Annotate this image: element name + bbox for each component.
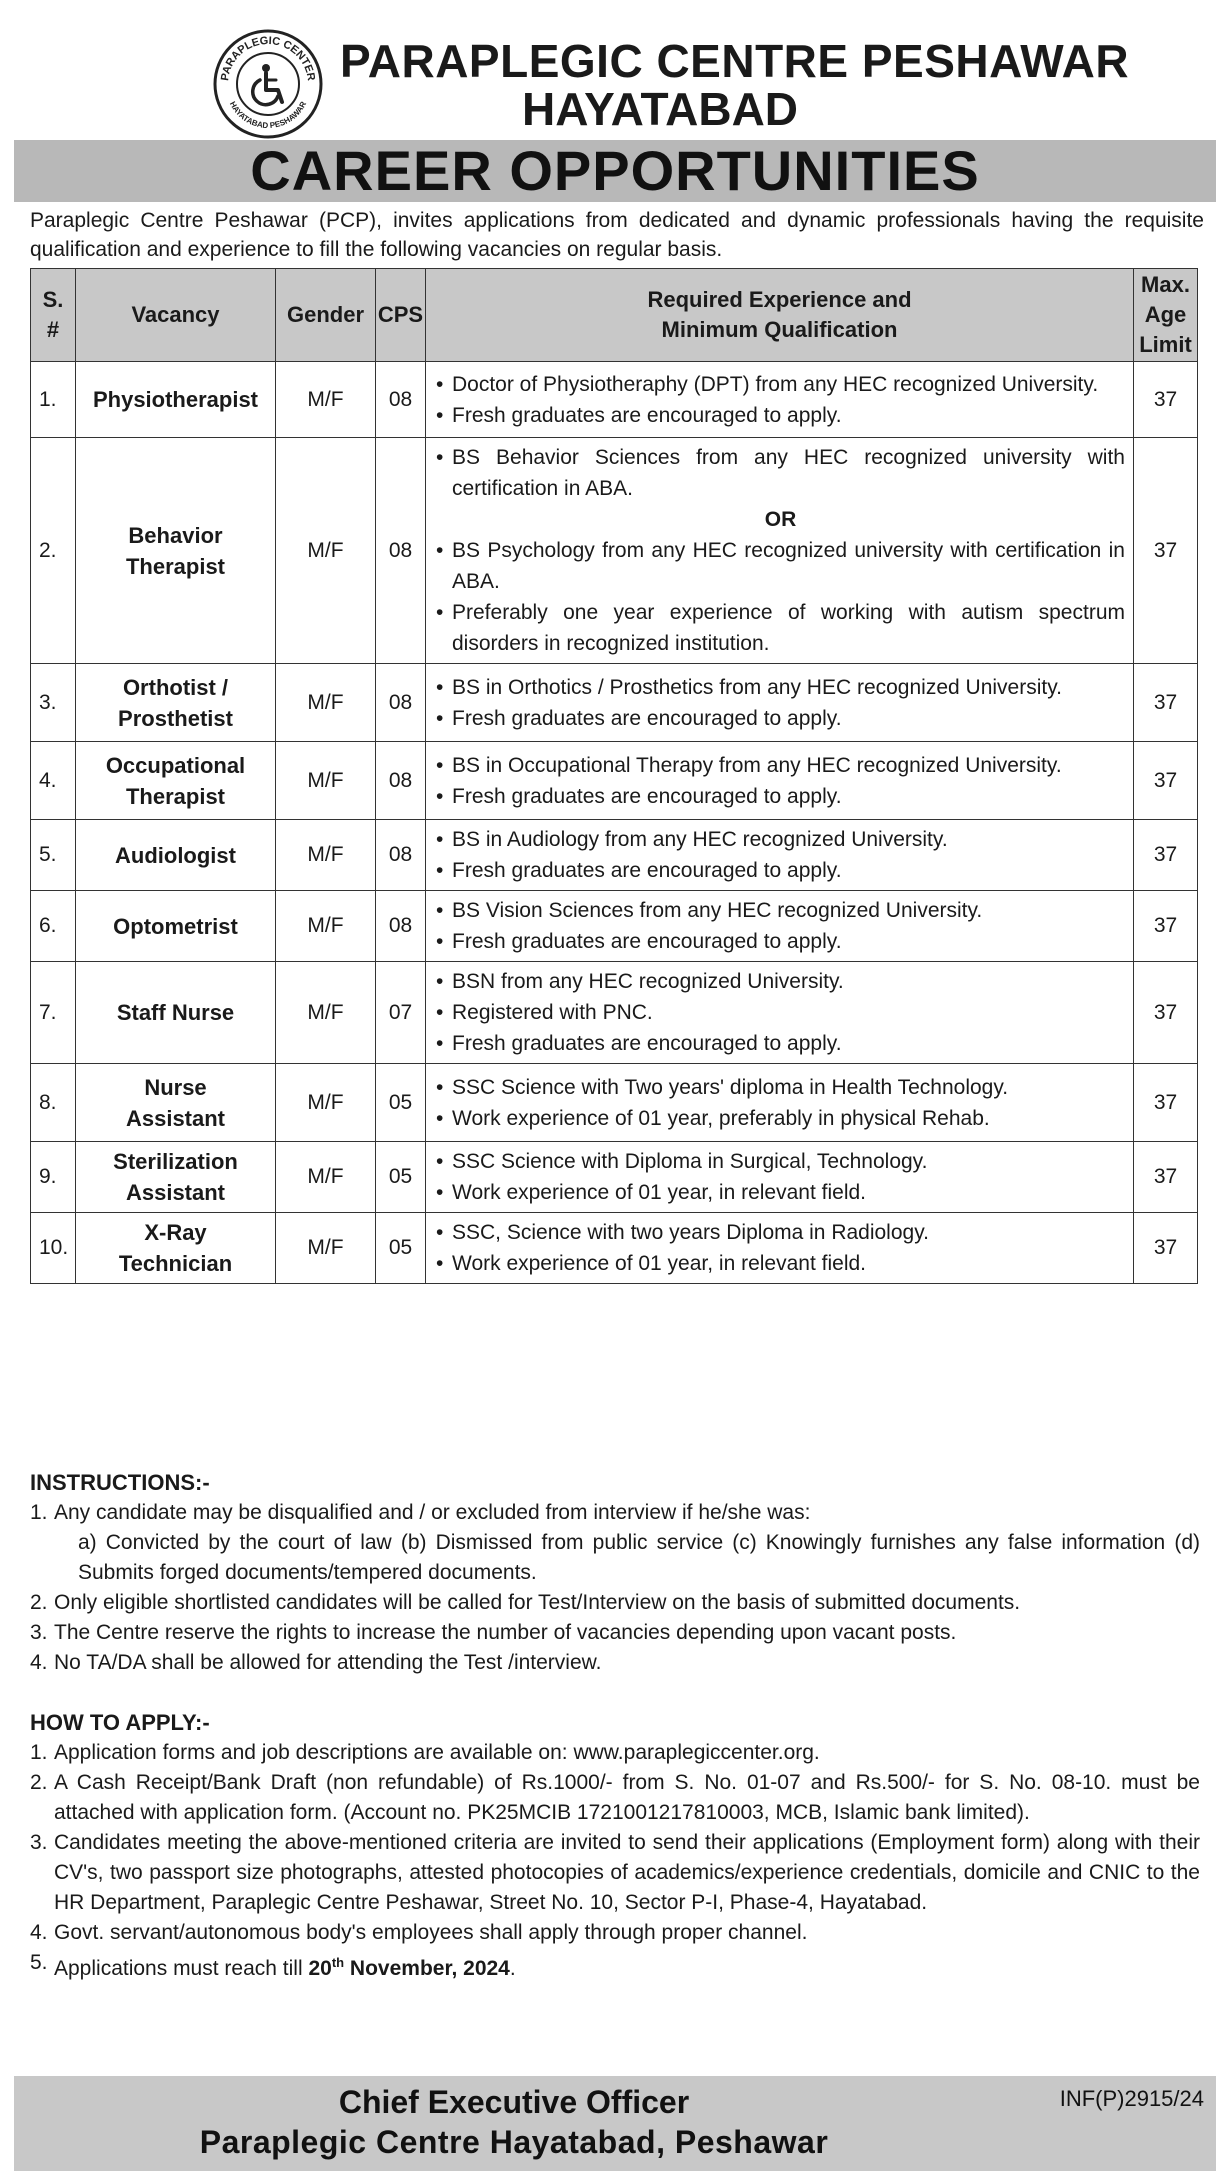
apply-item: 2. A Cash Receipt/Bank Draft (non refundable) of Rs.1000/- from S. No. 01-07 and Rs.500/- for S. No. 08-10. must be attached with application form. (Account no. PK25MCIB 1721001217810003, MCB, Islamic bank limited).	[30, 1771, 1200, 1824]
table-row	[31, 742, 1198, 820]
vacancy-name: Nurse Assistant	[76, 1064, 276, 1142]
requirement-item: • BS in Occupational Therapy from any HEC recognized University.	[436, 753, 1062, 777]
or-separator: OR	[764, 508, 797, 531]
how-to-apply-section	[30, 1708, 1200, 1984]
age-limit-cell: 37	[1134, 820, 1198, 891]
gender-cell: M/F	[276, 820, 376, 891]
serial-number: 1.	[31, 362, 76, 438]
logo-ring-top-text: PARAPLEGIC CENTER	[219, 34, 317, 82]
gender-cell: M/F	[276, 742, 376, 820]
age-limit-cell: 37	[1134, 962, 1198, 1064]
gender-cell: M/F	[276, 1142, 376, 1213]
requirement-item: • SSC Science with Diploma in Surgical, Technology.	[436, 1150, 928, 1173]
table-row	[31, 664, 1198, 742]
header-sn: S. #	[31, 269, 76, 362]
requirements-cell	[426, 1064, 1134, 1142]
how-to-apply-title: HOW TO APPLY:-	[30, 1710, 210, 1735]
age-limit-cell: 37	[1134, 664, 1198, 742]
wheelchair-logo-icon	[212, 28, 324, 140]
requirement-item: • BSN from any HEC recognized University.	[436, 970, 844, 993]
serial-number: 5.	[31, 820, 76, 891]
requirements-cell	[426, 664, 1134, 742]
table-row	[31, 820, 1198, 891]
age-limit-cell: 37	[1134, 1064, 1198, 1142]
instruction-item: 2. Only eligible shortlisted candidates will be called for Test/Interview on the basis of submitted documents.	[30, 1591, 1021, 1614]
requirements-cell	[426, 438, 1134, 664]
vacancy-table-body	[31, 362, 1198, 1284]
header-gender: Gender	[276, 269, 376, 362]
requirement-item: • SSC, Science with two years Diploma in Radiology.	[436, 1221, 929, 1244]
header-vacancy: Vacancy	[76, 269, 276, 362]
cps-cell: 08	[376, 891, 426, 962]
requirements-cell	[426, 891, 1134, 962]
gender-cell: M/F	[276, 1213, 376, 1284]
requirements-cell	[426, 962, 1134, 1064]
table-row	[31, 962, 1198, 1064]
serial-number: 8.	[31, 1064, 76, 1142]
requirement-item: • Work experience of 01 year, in relevant field.	[436, 1252, 867, 1275]
requirements-cell	[426, 742, 1134, 820]
table-row	[31, 362, 1198, 438]
age-limit-cell: 37	[1134, 362, 1198, 438]
vacancy-name: Optometrist	[76, 891, 276, 962]
signatory-title: Chief Executive Officer	[338, 2084, 690, 2120]
gender-cell: M/F	[276, 362, 376, 438]
requirement-item: • Fresh graduates are encouraged to apply.	[436, 784, 842, 808]
cps-cell: 08	[376, 820, 426, 891]
requirement-item: • Fresh graduates are encouraged to apply.	[436, 706, 842, 730]
instructions-title: INSTRUCTIONS:-	[30, 1470, 210, 1495]
requirement-item: • BS Behavior Sciences from any HEC recognized university with certification in ABA.	[436, 446, 1125, 500]
requirements-cell	[426, 362, 1134, 438]
requirement-item: • BS in Audiology from any HEC recognized University.	[436, 828, 948, 851]
apply-deadline-item: 5. Applications must reach till 20th November, 2024.	[30, 1951, 516, 1980]
instruction-item: 4. No TA/DA shall be allowed for attending the Test /interview.	[30, 1651, 602, 1674]
table-header-row	[31, 269, 1198, 362]
age-limit-cell: 37	[1134, 891, 1198, 962]
requirement-item: • Work experience of 01 year, preferably in physical Rehab.	[436, 1106, 990, 1130]
table-row	[31, 891, 1198, 962]
header	[0, 0, 1230, 140]
org-name-line1: PARAPLEGIC CENTRE PESHAWAR	[340, 35, 1130, 87]
logo-ring-bottom-text: HAYATABAD PESHAWAR	[227, 100, 309, 131]
intro-paragraph: Paraplegic Centre Peshawar (PCP), invites applications from dedicated and dynamic professionals having the requisite qualification and experience to fill the following vacancies on regular basis.	[30, 209, 1204, 261]
serial-number: 4.	[31, 742, 76, 820]
apply-item: 1. Application forms and job descriptions are available on: www.paraplegiccenter.org.	[30, 1741, 820, 1764]
age-limit-cell: 37	[1134, 742, 1198, 820]
age-limit-cell: 37	[1134, 1213, 1198, 1284]
ad-reference-number: INF(P)2915/24	[1059, 2086, 1204, 2111]
cps-cell: 08	[376, 742, 426, 820]
requirement-item: • BS in Orthotics / Prosthetics from any HEC recognized University.	[436, 675, 1062, 699]
cps-cell: 05	[376, 1064, 426, 1142]
vacancy-name: Physiotherapist	[76, 362, 276, 438]
table-row	[31, 1142, 1198, 1213]
vacancy-name: Audiologist	[76, 820, 276, 891]
vacancy-name: Behavior Therapist	[76, 438, 276, 664]
apply-item: 4. Govt. servant/autonomous body's employees shall apply through proper channel.	[30, 1921, 808, 1944]
vacancy-name: Staff Nurse	[76, 962, 276, 1064]
footer-signature	[14, 2076, 1216, 2171]
instruction-item: 3. The Centre reserve the rights to increase the number of vacancies depending upon vacant posts.	[30, 1621, 957, 1644]
age-limit-cell: 37	[1134, 1142, 1198, 1213]
table-row	[31, 438, 1198, 664]
serial-number: 3.	[31, 664, 76, 742]
requirement-item: • BS Psychology from any HEC recognized university with certification in ABA.	[436, 539, 1125, 593]
gender-cell: M/F	[276, 664, 376, 742]
cps-cell: 08	[376, 438, 426, 664]
cps-cell: 05	[376, 1142, 426, 1213]
requirement-item: • Fresh graduates are encouraged to apply.	[436, 859, 842, 882]
requirements-cell	[426, 1213, 1134, 1284]
vacancy-table	[30, 268, 1198, 1284]
cps-cell: 08	[376, 362, 426, 438]
table-row	[31, 1064, 1198, 1142]
table-row	[31, 1213, 1198, 1284]
apply-item: 3. Candidates meeting the above-mentioned criteria are invited to send their applications (Employment form) along with their CV's, two passport size photographs, attested photocopies of academics/experience credentials, domicile and CNIC to the HR Department, Paraplegic Centre Peshawar, Street No. 10, Sector P-I, Phase-4, Hayatabad.	[30, 1831, 1200, 1914]
instructions-section	[30, 1468, 1200, 1678]
instruction-item: 1. Any candidate may be disqualified and / or excluded from interview if he/she was:	[30, 1501, 811, 1524]
vacancy-name: Orthotist / Prosthetist	[76, 664, 276, 742]
age-limit-cell: 37	[1134, 438, 1198, 664]
requirement-item: • Preferably one year experience of working with autism spectrum disorders in recognized institution.	[436, 601, 1125, 655]
requirement-item: • Registered with PNC.	[436, 1001, 653, 1024]
gender-cell: M/F	[276, 962, 376, 1064]
requirements-cell	[426, 820, 1134, 891]
vacancy-name: Sterilization Assistant	[76, 1142, 276, 1213]
requirements-cell	[426, 1142, 1134, 1213]
cps-cell: 08	[376, 664, 426, 742]
gender-cell: M/F	[276, 438, 376, 664]
serial-number: 7.	[31, 962, 76, 1064]
requirement-item: • Fresh graduates are encouraged to apply.	[436, 930, 842, 953]
requirement-item: • Fresh graduates are encouraged to apply.	[436, 403, 842, 427]
requirement-item: • Fresh graduates are encouraged to apply.	[436, 1032, 842, 1055]
cps-cell: 07	[376, 962, 426, 1064]
gender-cell: M/F	[276, 891, 376, 962]
cps-cell: 05	[376, 1213, 426, 1284]
vacancy-name: X-Ray Technician	[76, 1213, 276, 1284]
header-cps: CPS	[376, 269, 426, 362]
requirement-item: • Doctor of Physiotheraphy (DPT) from any HEC recognized University.	[436, 372, 1099, 396]
gender-cell: M/F	[276, 1064, 376, 1142]
signatory-org: Paraplegic Centre Hayatabad, Peshawar	[199, 2124, 829, 2160]
org-name-line2: HAYATABAD	[521, 83, 799, 135]
header-age-limit: Max. Age Limit	[1134, 269, 1198, 362]
header-requirements: Required Experience and Minimum Qualification	[426, 269, 1134, 362]
requirement-item: • BS Vision Sciences from any HEC recognized University.	[436, 899, 983, 922]
requirement-item: • SSC Science with Two years' diploma in Health Technology.	[436, 1075, 1009, 1099]
serial-number: 2.	[31, 438, 76, 664]
serial-number: 6.	[31, 891, 76, 962]
serial-number: 9.	[31, 1142, 76, 1213]
instruction-sub-item: a) Convicted by the court of law (b) Dismissed from public service (c) Knowingly furnishes any false information (d) Submits forged documents/tempered documents.	[78, 1531, 1200, 1584]
vacancy-name: Occupational Therapist	[76, 742, 276, 820]
serial-number: 10.	[31, 1213, 76, 1284]
requirement-item: • Work experience of 01 year, in relevant field.	[436, 1181, 867, 1204]
career-banner: CAREER OPPORTUNITIES	[14, 140, 1216, 202]
